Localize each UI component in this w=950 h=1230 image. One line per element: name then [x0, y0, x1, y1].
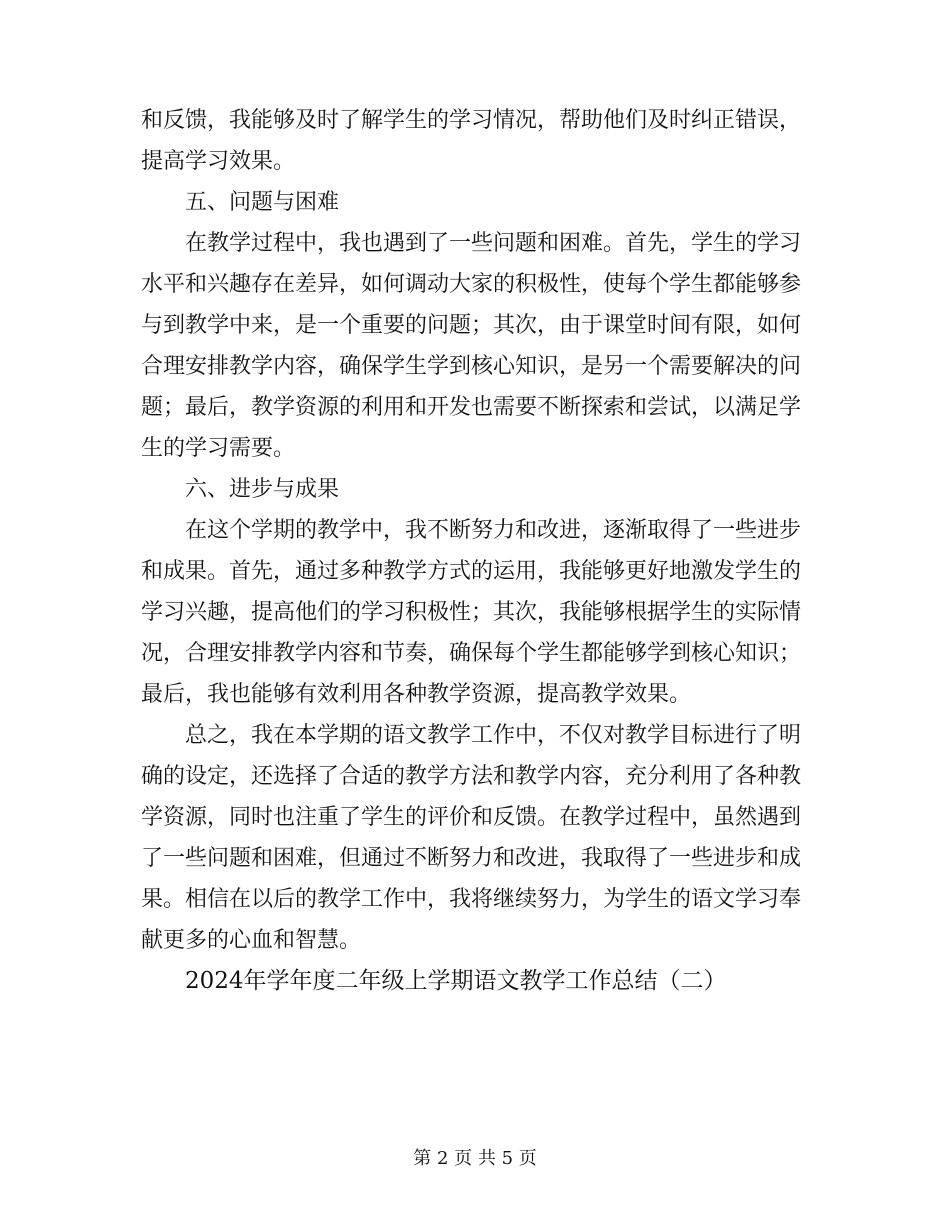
paragraph-problems: 在教学过程中，我也遇到了一些问题和困难。首先，学生的学习水平和兴趣存在差异，如何调动大家的积极性，使每个学生都能够参与到教学中来，是一个重要的问题；其次，由于课堂时间有限，如何合理安排教学内容，确保学生学到核心知识，是另一个需要解决的问题；最后，教学资源的利用和开发也需要不断探索和尝试，以满足学生的学习需要。 — [141, 231, 802, 461]
section-heading-progress: 六、进步与成果 — [185, 477, 340, 502]
paragraph-continuation: 和反馈，我能够及时了解学生的学习情况，帮助他们及时纠正错误，提高学习效果。 — [141, 108, 802, 174]
document-body — [141, 100, 801, 1002]
next-document-title: 2024年学年度二年级上学期语文教学工作总结（二） — [185, 968, 727, 994]
page-number-footer: 第 2 页 共 5 页 — [413, 1148, 537, 1169]
section-heading-problems: 五、问题与困难 — [185, 190, 340, 215]
paragraph-summary: 总之，我在本学期的语文教学工作中，不仅对教学目标进行了明确的设定，还选择了合适的教学方法和教学内容，充分利用了各种教学资源，同时也注重了学生的评价和反馈。在教学过程中，虽然遇到了一些问题和困难，但通过不断努力和改进，我取得了一些进步和成果。相信在以后的教学工作中，我将继续努力，为学生的语文学习奉献更多的心血和智慧。 — [141, 723, 802, 953]
paragraph-progress: 在这个学期的教学中，我不断努力和改进，逐渐取得了一些进步和成果。首先，通过多种教学方式的运用，我能够更好地激发学生的学习兴趣，提高他们的学习积极性；其次，我能够根据学生的实际情况，合理安排教学内容和节奏，确保每个学生都能够学到核心知识；最后，我也能够有效利用各种教学资源，提高教学效果。 — [141, 518, 802, 707]
